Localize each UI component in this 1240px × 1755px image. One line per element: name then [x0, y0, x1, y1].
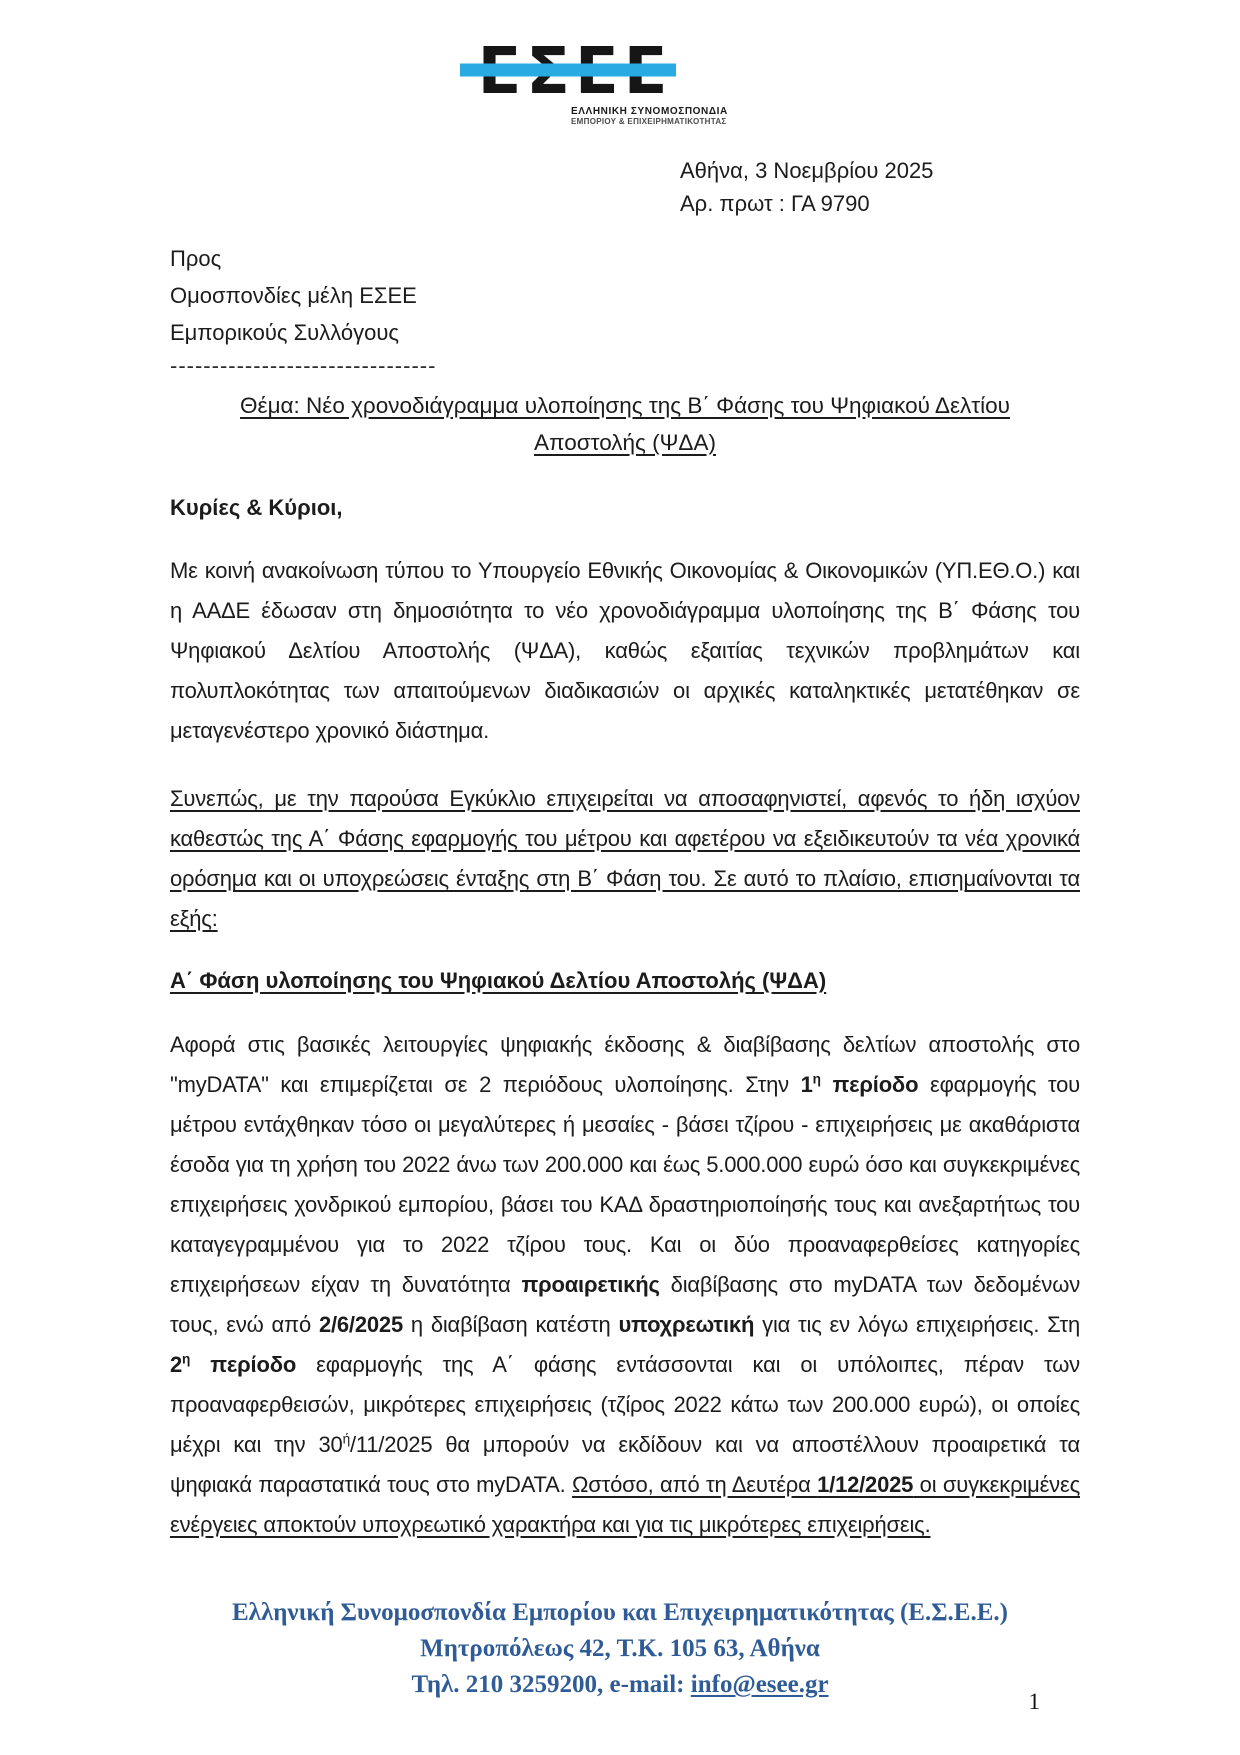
paragraph-phase-a-details: Αφορά στις βασικές λειτουργίες ψηφιακής έκδοσης & διαβίβασης δελτίων αποστολής στο "myDATA" και επιμερίζεται σε 2 περιόδους υλοποίησης. Στην $1^\eta$ περίοδο εφαρμογής του μέτρου εντάχθηκαν τόσο οι μεγαλύτερες ή μεσαίες - βάσει τζίρου - επιχειρήσεις με ακαθάριστα έσοδα για τη χρήση του 2022 άνω των 200.000 και έως 5.000.000 ευρώ όσο και συγκεκριμένες επιχειρήσεις χονδρικού εμπορίου, βάσει του ΚΑΔ δραστηριοποίησής τους και ανεξαρτήτως του καταγεγραμμένου για το 2022 τζίρου τους. Και οι δύο προαναφερθείσες κατηγορίες επιχειρήσεων είχαν τη δυνατότητα προαιρετικής διαβίβασης στο myDATA των δεδομένων τους, ενώ από 2/6/2025 η διαβίβαση κατέστη υποχρεωτική για τις εν λόγω επιχειρήσεις. Στη $2^\eta$ περίοδο εφαρμογής της Α΄ φάσης εντάσσονται και οι υπόλοιπες, πέραν των προαναφερθεισών, μικρότερες επιχειρήσεις (τζίρος 2022 κάτω των 200.000 ευρώ), οι οποίες μέχρι και την $30^ή/11/2025$ θα μπορούν να εκδίδουν και να αποστέλλουν προαιρετικά τα ψηφιακά παραστατικά τους στο myDATA. Ωστόσο, από τη Δευτέρα 1/12/2025 οι συγκεκριμένες ενέργειες αποκτούν υποχρεωτικό χαρακτήρα και για τις μικρότερες επιχειρήσεις.	[170, 1032, 1080, 1537]
date-line: Αθήνα, 3 Νοεμβρίου 2025	[680, 158, 934, 183]
logo-caption-line1: ΕΛΛΗΝΙΚΗ ΣΥΝΟΜΟΣΠΟΝΔΙΑ	[571, 106, 728, 117]
esee-logo	[476, 40, 728, 126]
recipient-line-associations: Εμπορικούς Συλλόγους	[170, 320, 399, 345]
footer-address: Μητροπόλεως 42, Τ.Κ. 105 63, Αθήνα	[420, 1635, 820, 1662]
protocol-number-line: Αρ. πρωτ : ΓΑ 9790	[680, 191, 870, 216]
subject-line: Θέμα: Νέο χρονοδιάγραμμα υλοποίησης της Β΄ Φάσης του Ψηφιακού Δελτίου Αποστολής (ΨΔΑ)	[240, 393, 1010, 455]
date-block	[680, 154, 1080, 220]
logo-caption-line2: ΕΜΠΟΡΙΟΥ & ΕΠΙΧΕΙΡΗΜΑΤΙΚΟΤΗΤΑΣ	[571, 117, 727, 126]
logo-caption	[571, 106, 728, 126]
letter-content	[0, 104, 1240, 1545]
section-heading-phase-a: Α΄ Φάση υλοποίησης του Ψηφιακού Δελτίου Αποστολής (ΨΔΑ)	[170, 968, 827, 993]
recipient-block	[170, 240, 1080, 381]
paragraph-announcement: Με κοινή ανακοίνωση τύπου το Υπουργείο Εθνικής Οικονομίας & Οικονομικών (ΥΠ.ΕΘ.Ο.) και η ΑΑΔΕ έδωσαν στη δημοσιότητα το νέο χρονοδιάγραμμα υλοποίησης της Β΄ Φάσης του Ψηφιακού Δελτίου Αποστολής (ΨΔΑ), καθώς εξαιτίας τεχνικών προβλημάτων και πολυπλοκότητας των απαιτούμενων διαδικασιών οι αρχικές καταληκτικές μετατέθηκαν σε μεταγενέστερο χρονικό διάστημα.	[170, 558, 1080, 743]
recipient-line-federations: Ομοσπονδίες μέλη ΕΣΕΕ	[170, 283, 417, 308]
salutation: Κυρίες & Κύριοι,	[170, 495, 343, 520]
page-number: 1	[1028, 1689, 1040, 1714]
logo-stripe-decoration	[460, 64, 677, 77]
dashed-divider: --------------------------------	[170, 353, 437, 378]
footer-contact-block	[0, 1595, 1240, 1755]
recipient-to-label: Προς	[170, 246, 222, 271]
footer-phone-email-prefix: Τηλ. 210 3259200, e-mail:	[411, 1671, 691, 1698]
paragraph-circular-purpose: Συνεπώς, με την παρούσα Εγκύκλιο επιχειρείται να αποσαφηνιστεί, αφενός το ήδη ισχύον καθεστώς της Α΄ Φάσης εφαρμογής του μέτρου και αφετέρου να εξειδικευτούν τα νέα χρονικά ορόσημα και οι υποχρεώσεις ένταξης στη Β΄ Φάση του. Σε αυτό το πλαίσιο, επισημαίνονται τα εξής:	[170, 786, 1080, 931]
footer-email-link[interactable]: info@esee.gr	[690, 1671, 829, 1698]
footer-phone-email-line	[0, 1667, 1240, 1703]
footer-organization-name: Ελληνική Συνομοσπονδία Εμπορίου και Επιχειρηματικότητας (Ε.Σ.Ε.Ε.)	[231, 1599, 1008, 1626]
